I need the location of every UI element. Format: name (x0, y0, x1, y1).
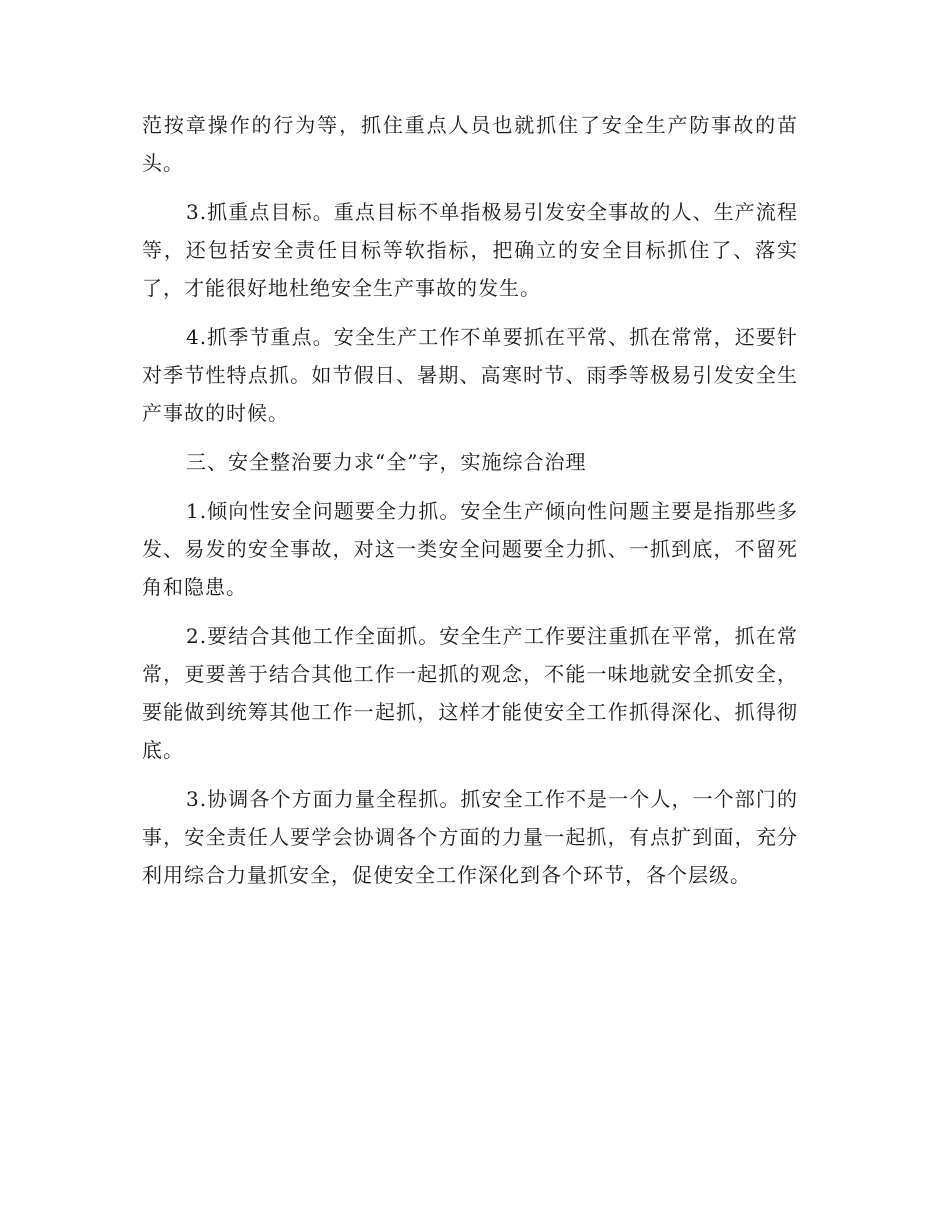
paragraph-item-1-tendency-issues: 1.倾向性安全问题要全力抓。安全生产倾向性问题主要是指那些多发、易发的安全事故，对这一类安全问题要全力抓、一抓到底，不留死角和隐患。 (142, 499, 798, 599)
section-heading-3: 三、安全整治要力求“全”字，实施综合治理 (186, 450, 587, 474)
paragraph-continuation: 范按章操作的行为等，抓住重点人员也就抓住了安全生产防事故的苗头。 (142, 113, 798, 175)
paragraph-item-3-coordination: 3.协调各个方面力量全程抓。抓安全工作不是一个人，一个部门的事，安全责任人要学会协调各个方面的力量一起抓，有点扩到面，充分利用综合力量抓安全，促使安全工作深化到各个环节，各个层级。 (142, 787, 798, 887)
paragraph-item-3-key-targets: 3.抓重点目标。重点目标不单指极易引发安全事故的人、生产流程等，还包括安全责任目标等软指标，把确立的安全目标抓住了、落实了，才能很好地杜绝安全生产事故的发生。 (142, 200, 798, 300)
document-body (142, 106, 798, 905)
paragraph-item-2-combined-work: 2.要结合其他工作全面抓。安全生产工作要注重抓在平常，抓在常常，更要善于结合其他工作一起抓的观念，不能一味地就安全抓安全，要能做到统筹其他工作一起抓，这样才能使安全工作抓得深化、抓得彻底。 (142, 624, 798, 762)
paragraph-item-4-seasonal-focus: 4.抓季节重点。安全生产工作不单要抓在平常、抓在常常，还要针对季节性特点抓。如节假日、暑期、高寒时节、雨季等极易引发安全生产事故的时候。 (142, 325, 798, 425)
